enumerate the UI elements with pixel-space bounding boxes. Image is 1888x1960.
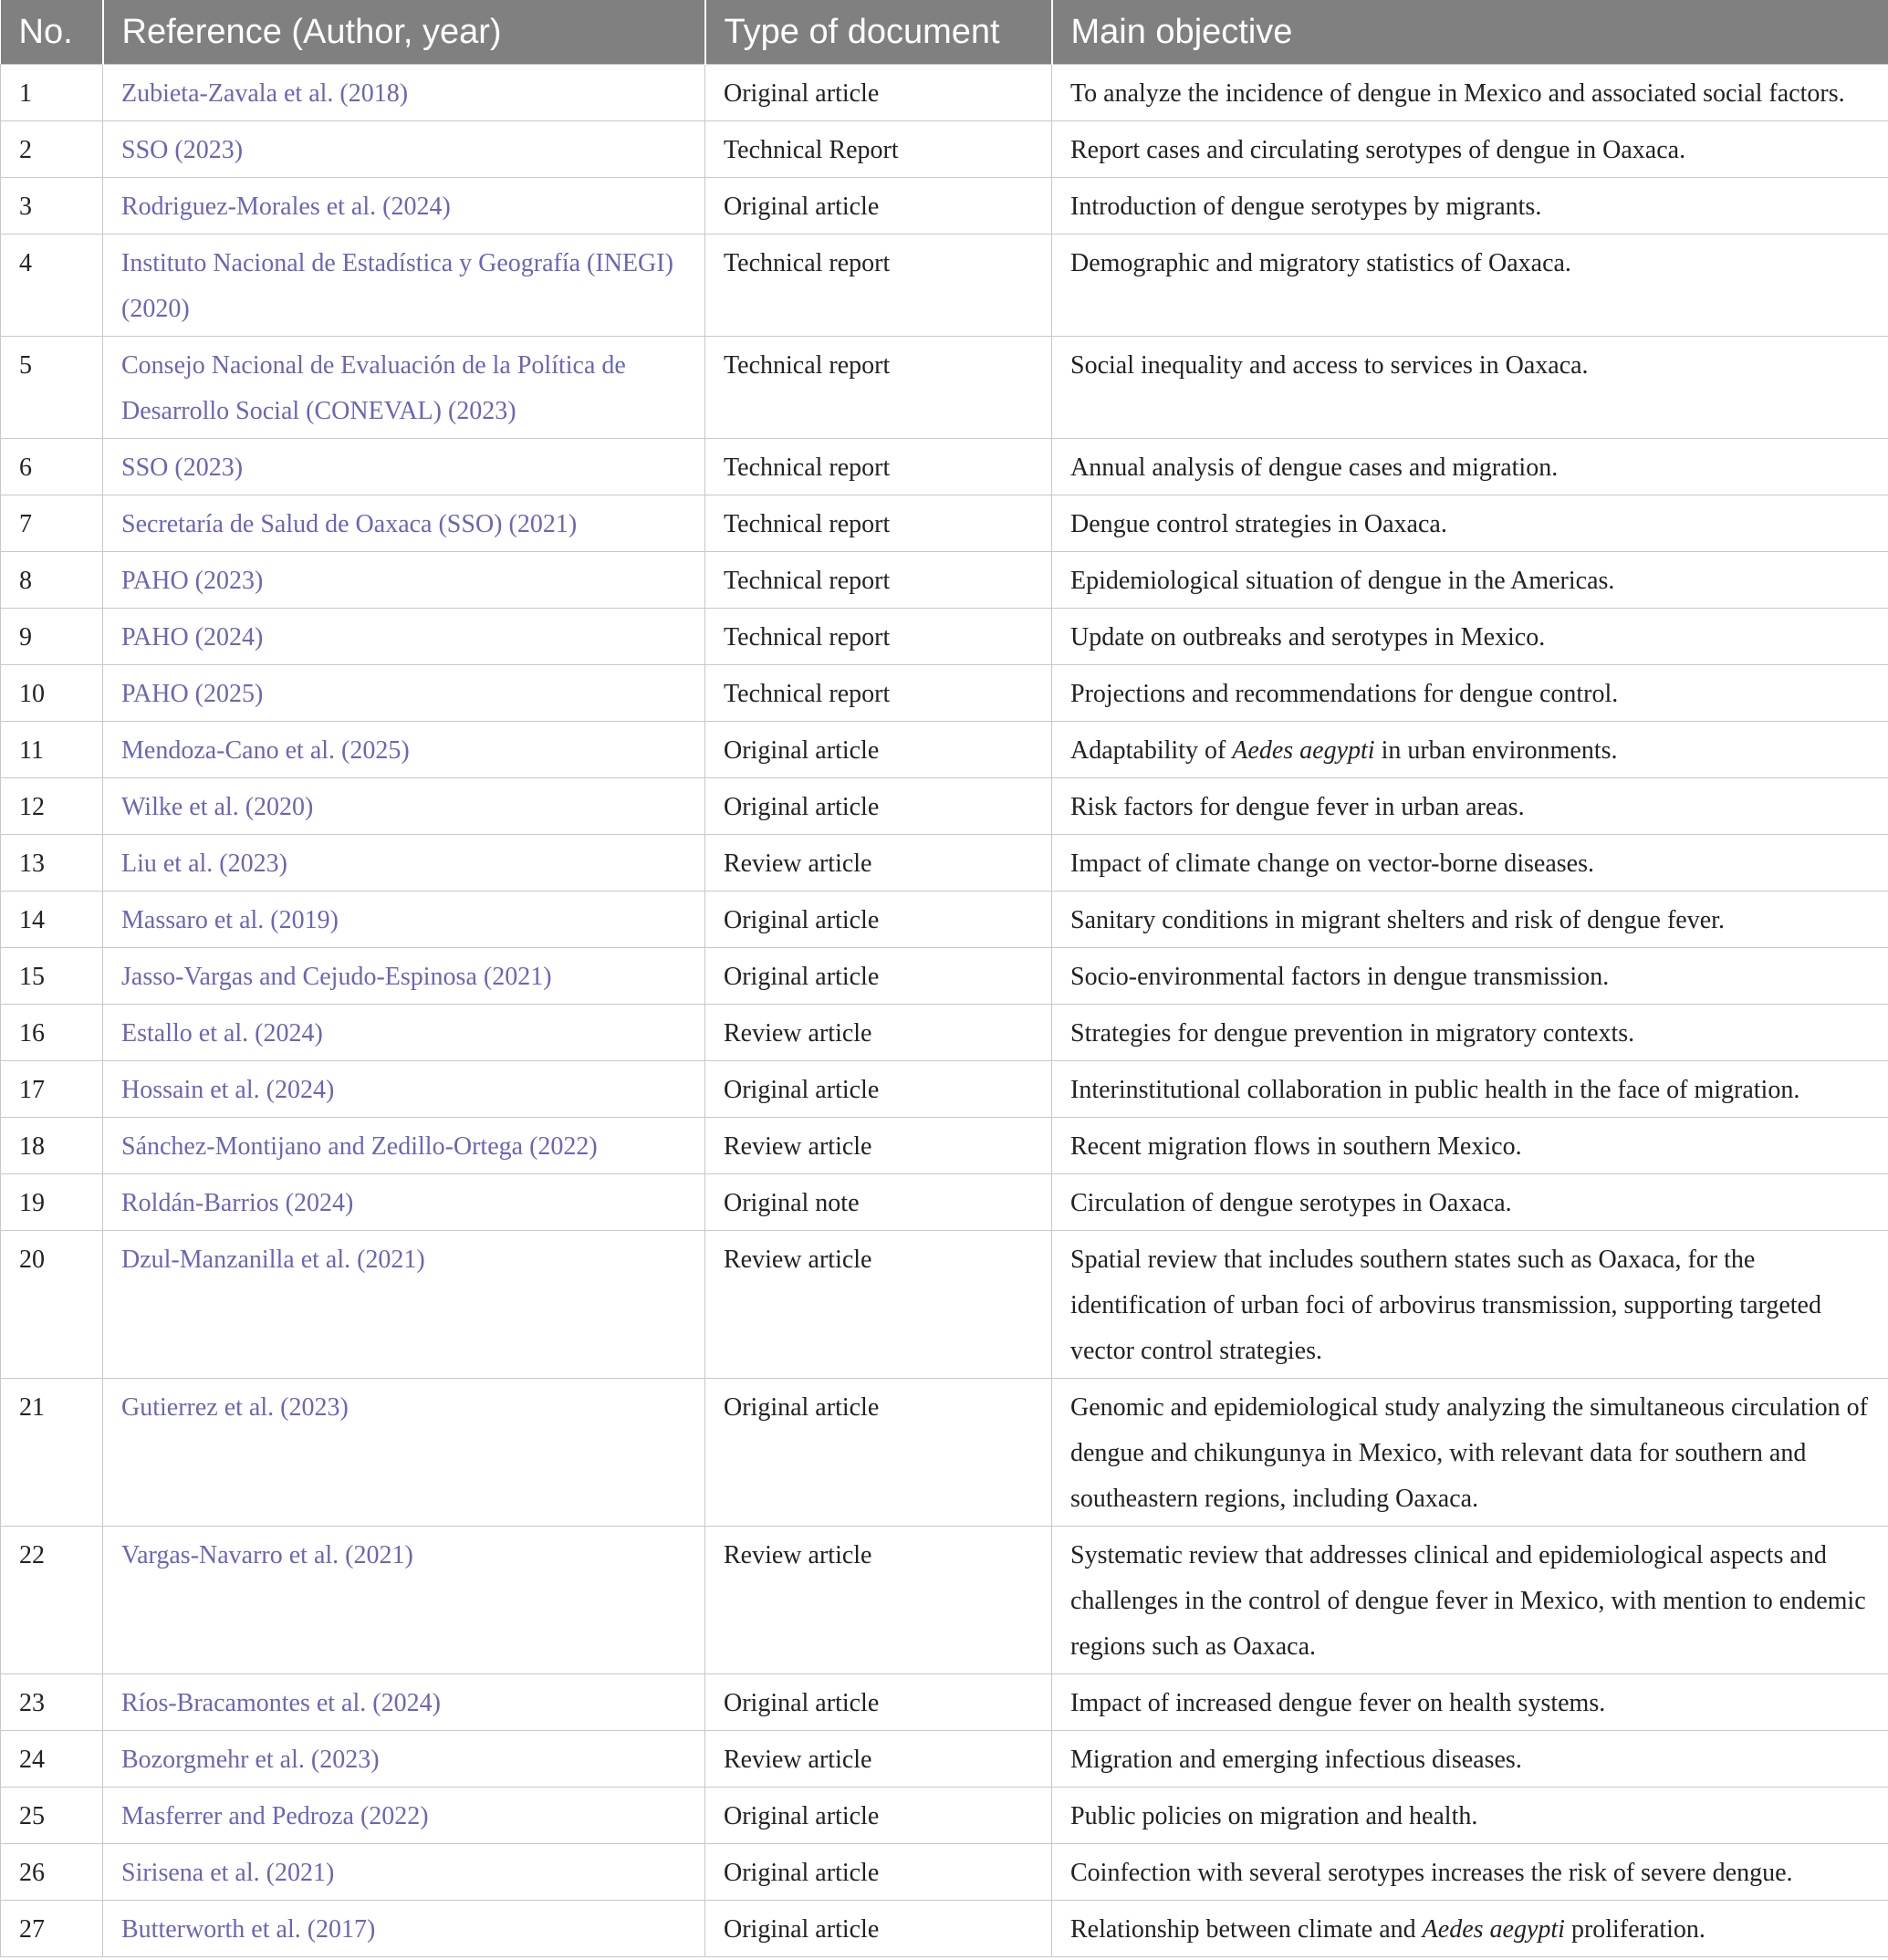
reference-link[interactable]: Consejo Nacional de Evaluación de la Política de Desarrollo Social (CONEVAL) (2023)	[103, 337, 705, 439]
row-number: 11	[1, 722, 103, 778]
row-number: 14	[1, 891, 103, 948]
row-number: 22	[1, 1527, 103, 1674]
document-type: Review article	[705, 1005, 1052, 1061]
document-type: Technical report	[705, 495, 1052, 552]
table-row	[1, 1005, 1888, 1061]
row-number: 15	[1, 948, 103, 1005]
main-objective: Recent migration flows in southern Mexico.	[1052, 1118, 1888, 1174]
header-no: No.	[1, 0, 103, 65]
table-row	[1, 1231, 1888, 1379]
document-type: Technical Report	[705, 121, 1052, 178]
objective-text: Adaptability of	[1070, 736, 1233, 765]
objective-text: in urban environments.	[1374, 736, 1618, 765]
document-type: Technical report	[705, 439, 1052, 495]
document-type: Original article	[705, 948, 1052, 1005]
row-number: 5	[1, 337, 103, 439]
row-number: 9	[1, 609, 103, 665]
row-number: 10	[1, 665, 103, 722]
document-type: Original note	[705, 1174, 1052, 1231]
document-type: Original article	[705, 1844, 1052, 1901]
main-objective	[1052, 722, 1888, 778]
table-row	[1, 1527, 1888, 1674]
reference-link[interactable]: Rodriguez-Morales et al. (2024)	[103, 178, 705, 235]
document-type: Technical report	[705, 337, 1052, 439]
table-row	[1, 439, 1888, 495]
table-row	[1, 1118, 1888, 1174]
reference-link[interactable]: Sánchez-Montijano and Zedillo-Ortega (2022)	[103, 1118, 705, 1174]
main-objective: Spatial review that includes southern states such as Oaxaca, for the identification of urban foci of arbovirus transmission, supporting targeted vector control strategies.	[1052, 1231, 1888, 1379]
objective-text: proliferation.	[1564, 1915, 1705, 1944]
row-number: 6	[1, 439, 103, 495]
main-objective: Update on outbreaks and serotypes in Mexico.	[1052, 609, 1888, 665]
table-row	[1, 235, 1888, 337]
main-objective: To analyze the incidence of dengue in Mexico and associated social factors.	[1052, 65, 1888, 121]
row-number: 23	[1, 1674, 103, 1731]
main-objective: Annual analysis of dengue cases and migration.	[1052, 439, 1888, 495]
table-row	[1, 948, 1888, 1005]
reference-link[interactable]: Roldán-Barrios (2024)	[103, 1174, 705, 1231]
reference-link[interactable]: Jasso-Vargas and Cejudo-Espinosa (2021)	[103, 948, 705, 1005]
row-number: 3	[1, 178, 103, 235]
main-objective: Genomic and epidemiological study analyzing the simultaneous circulation of dengue and chikungunya in Mexico, with relevant data for southern and southeastern regions, including Oaxaca.	[1052, 1379, 1888, 1527]
header-row	[1, 0, 1888, 65]
table-row	[1, 1061, 1888, 1118]
document-type: Review article	[705, 1231, 1052, 1379]
main-objective: Demographic and migratory statistics of Oaxaca.	[1052, 235, 1888, 337]
reference-link[interactable]: Instituto Nacional de Estadística y Geografía (INEGI) (2020)	[103, 235, 705, 337]
document-type: Technical report	[705, 235, 1052, 337]
row-number: 24	[1, 1731, 103, 1788]
reference-link[interactable]: Zubieta-Zavala et al. (2018)	[103, 65, 705, 121]
header-reference: Reference (Author, year)	[103, 0, 705, 65]
table-row	[1, 722, 1888, 778]
reference-link[interactable]: Vargas-Navarro et al. (2021)	[103, 1527, 705, 1674]
reference-link[interactable]: Butterworth et al. (2017)	[103, 1901, 705, 1957]
species-name: Aedes aegypti	[1422, 1915, 1565, 1944]
document-type: Original article	[705, 1379, 1052, 1527]
row-number: 2	[1, 121, 103, 178]
document-type: Technical report	[705, 552, 1052, 609]
row-number: 1	[1, 65, 103, 121]
table-row	[1, 1901, 1888, 1957]
header-type: Type of document	[705, 0, 1052, 65]
reference-link[interactable]: Bozorgmehr et al. (2023)	[103, 1731, 705, 1788]
main-objective: Social inequality and access to services in Oaxaca.	[1052, 337, 1888, 439]
main-objective: Risk factors for dengue fever in urban areas.	[1052, 778, 1888, 835]
main-objective: Public policies on migration and health.	[1052, 1788, 1888, 1844]
reference-link[interactable]: Hossain et al. (2024)	[103, 1061, 705, 1118]
main-objective: Projections and recommendations for dengue control.	[1052, 665, 1888, 722]
table-row	[1, 1844, 1888, 1901]
reference-link[interactable]: PAHO (2023)	[103, 552, 705, 609]
row-number: 7	[1, 495, 103, 552]
document-type: Review article	[705, 1118, 1052, 1174]
row-number: 4	[1, 235, 103, 337]
table-row	[1, 1788, 1888, 1844]
document-type: Original article	[705, 722, 1052, 778]
table-row	[1, 1731, 1888, 1788]
reference-link[interactable]: Massaro et al. (2019)	[103, 891, 705, 948]
reference-link[interactable]: SSO (2023)	[103, 439, 705, 495]
row-number: 18	[1, 1118, 103, 1174]
reference-link[interactable]: Mendoza-Cano et al. (2025)	[103, 722, 705, 778]
row-number: 12	[1, 778, 103, 835]
reference-link[interactable]: Masferrer and Pedroza (2022)	[103, 1788, 705, 1844]
main-objective: Circulation of dengue serotypes in Oaxaca.	[1052, 1174, 1888, 1231]
table-row	[1, 1379, 1888, 1527]
row-number: 27	[1, 1901, 103, 1957]
table-row	[1, 665, 1888, 722]
table-header	[1, 0, 1888, 65]
main-objective: Dengue control strategies in Oaxaca.	[1052, 495, 1888, 552]
main-objective: Introduction of dengue serotypes by migrants.	[1052, 178, 1888, 235]
table-row	[1, 552, 1888, 609]
reference-link[interactable]: PAHO (2024)	[103, 609, 705, 665]
main-objective: Sanitary conditions in migrant shelters and risk of dengue fever.	[1052, 891, 1888, 948]
main-objective: Socio-environmental factors in dengue transmission.	[1052, 948, 1888, 1005]
main-objective: Strategies for dengue prevention in migratory contexts.	[1052, 1005, 1888, 1061]
table-row	[1, 891, 1888, 948]
table-row	[1, 835, 1888, 891]
table-body	[1, 65, 1888, 1957]
document-type: Technical report	[705, 665, 1052, 722]
row-number: 19	[1, 1174, 103, 1231]
reference-link[interactable]: Dzul-Manzanilla et al. (2021)	[103, 1231, 705, 1379]
main-objective: Migration and emerging infectious diseases.	[1052, 1731, 1888, 1788]
row-number: 21	[1, 1379, 103, 1527]
main-objective: Epidemiological situation of dengue in the Americas.	[1052, 552, 1888, 609]
header-objective: Main objective	[1052, 0, 1888, 65]
objective-text: Relationship between climate and	[1070, 1915, 1423, 1944]
reference-link[interactable]: Estallo et al. (2024)	[103, 1005, 705, 1061]
table-row	[1, 778, 1888, 835]
row-number: 26	[1, 1844, 103, 1901]
document-type: Review article	[705, 1527, 1052, 1674]
reference-link[interactable]: Sirisena et al. (2021)	[103, 1844, 705, 1901]
table-row	[1, 1174, 1888, 1231]
row-number: 13	[1, 835, 103, 891]
reference-link[interactable]: SSO (2023)	[103, 121, 705, 178]
document-type: Original article	[705, 1674, 1052, 1731]
table-row	[1, 178, 1888, 235]
row-number: 16	[1, 1005, 103, 1061]
species-name: Aedes aegypti	[1232, 736, 1375, 765]
row-number: 8	[1, 552, 103, 609]
document-type: Review article	[705, 835, 1052, 891]
table-row	[1, 337, 1888, 439]
table-row	[1, 65, 1888, 121]
reference-link[interactable]: PAHO (2025)	[103, 665, 705, 722]
reference-link[interactable]: Liu et al. (2023)	[103, 835, 705, 891]
document-type: Original article	[705, 65, 1052, 121]
main-objective: Interinstitutional collaboration in public health in the face of migration.	[1052, 1061, 1888, 1118]
reference-link[interactable]: Gutierrez et al. (2023)	[103, 1379, 705, 1527]
table-row	[1, 1674, 1888, 1731]
reference-link[interactable]: Secretaría de Salud de Oaxaca (SSO) (2021)	[103, 495, 705, 552]
main-objective: Coinfection with several serotypes increases the risk of severe dengue.	[1052, 1844, 1888, 1901]
document-type: Technical report	[705, 609, 1052, 665]
main-objective: Impact of climate change on vector-borne diseases.	[1052, 835, 1888, 891]
table-row	[1, 121, 1888, 178]
table-row	[1, 609, 1888, 665]
reference-link[interactable]: Wilke et al. (2020)	[103, 778, 705, 835]
row-number: 20	[1, 1231, 103, 1379]
document-type: Original article	[705, 891, 1052, 948]
document-type: Review article	[705, 1731, 1052, 1788]
document-type: Original article	[705, 178, 1052, 235]
row-number: 17	[1, 1061, 103, 1118]
main-objective	[1052, 1901, 1888, 1957]
document-type: Original article	[705, 1061, 1052, 1118]
main-objective: Report cases and circulating serotypes of dengue in Oaxaca.	[1052, 121, 1888, 178]
reference-link[interactable]: Ríos-Bracamontes et al. (2024)	[103, 1674, 705, 1731]
main-objective: Impact of increased dengue fever on health systems.	[1052, 1674, 1888, 1731]
document-type: Original article	[705, 1788, 1052, 1844]
document-type: Original article	[705, 1901, 1052, 1957]
row-number: 25	[1, 1788, 103, 1844]
document-type: Original article	[705, 778, 1052, 835]
main-objective: Systematic review that addresses clinical and epidemiological aspects and challenges in the control of dengue fever in Mexico, with mention to endemic regions such as Oaxaca.	[1052, 1527, 1888, 1674]
table-row	[1, 495, 1888, 552]
